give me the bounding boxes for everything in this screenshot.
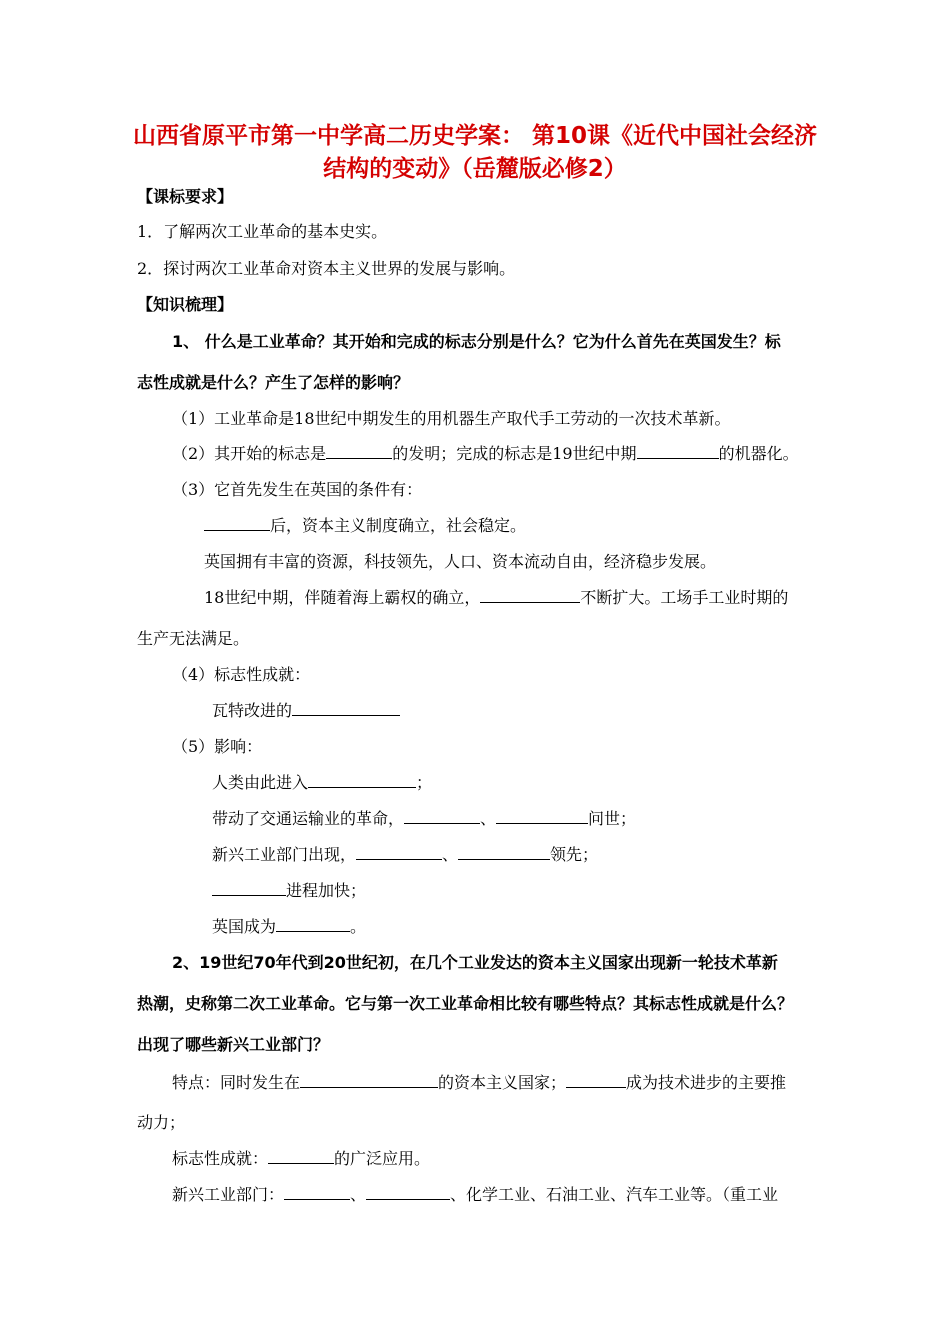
fill-blank[interactable] xyxy=(458,844,550,860)
fill-blank[interactable] xyxy=(404,808,480,824)
q1-point-5b xyxy=(212,806,636,829)
q1-point-3c-continued: 生产无法满足。 xyxy=(137,629,250,648)
requirement-1: 1．了解两次工业革命的基本史实。 xyxy=(137,222,388,241)
question-1-line2: 志性成就是什么？产生了怎样的影响？ xyxy=(137,373,410,392)
q1-point-5a-text: 人类由此进入 xyxy=(212,773,309,792)
fill-blank[interactable] xyxy=(566,1072,626,1088)
q1-point-5a-end: ； xyxy=(416,773,433,792)
q1-point-2-text-b: 的发明；完成的标志是19世纪中期 xyxy=(392,444,637,463)
q1-point-5c xyxy=(212,842,598,865)
q1-point-3: （3）它首先发生在英国的条件有： xyxy=(172,480,423,499)
q1-point-1: （1）工业革命是18世纪中期发生的用机器生产取代手工劳动的一次技术革新。 xyxy=(172,409,731,428)
fill-blank[interactable] xyxy=(366,1184,450,1200)
q1-point-4: （4）标志性成就： xyxy=(172,665,311,684)
fill-blank[interactable] xyxy=(204,515,270,531)
q1-point-3a-text: 后，资本主义制度确立，社会稳定。 xyxy=(270,516,527,535)
q1-point-2-text-c: 的机器化。 xyxy=(718,444,799,463)
fill-blank[interactable] xyxy=(292,700,400,716)
fill-blank[interactable] xyxy=(300,1072,438,1088)
document-title-line2: 结构的变动》（岳麓版必修2） xyxy=(323,156,627,182)
fill-blank[interactable] xyxy=(637,443,719,459)
fill-blank[interactable] xyxy=(276,916,350,932)
q1-point-5a xyxy=(212,770,432,793)
q1-point-5c-end: 领先； xyxy=(550,845,599,864)
knowledge-heading: 【知识梳理】 xyxy=(137,295,234,314)
fill-blank[interactable] xyxy=(496,808,588,824)
q1-point-4a xyxy=(212,698,400,721)
q2-new-industries-text-b: 、化学工业、石油工业、汽车工业等。（重工业 xyxy=(450,1185,779,1204)
question-2-line3: 出现了哪些新兴工业部门？ xyxy=(137,1035,330,1054)
q1-point-3b: 英国拥有丰富的资源，科技领先，人口、资本流动自由，经济稳步发展。 xyxy=(204,552,717,571)
q1-point-4a-text: 瓦特改进的 xyxy=(212,701,293,720)
requirement-2: 2．探讨两次工业革命对资本主义世界的发展与影响。 xyxy=(137,259,516,278)
fill-blank[interactable] xyxy=(308,772,416,788)
fill-blank[interactable] xyxy=(326,443,392,459)
requirements-heading: 【课标要求】 xyxy=(137,187,234,206)
question-1-line1: 1、 什么是工业革命？其开始和完成的标志分别是什么？它为什么首先在英国发生？标 xyxy=(172,332,781,351)
q1-point-5c-text: 新兴工业部门出现， xyxy=(212,845,357,864)
q2-new-industries xyxy=(172,1182,778,1205)
q1-point-5e xyxy=(212,914,366,937)
q1-point-3c xyxy=(204,585,788,608)
q2-features-text-a: 特点：同时发生在 xyxy=(172,1073,301,1092)
q1-point-5b-text: 带动了交通运输业的革命， xyxy=(212,809,405,828)
fill-blank[interactable] xyxy=(356,844,442,860)
q2-achievement-text-b: 的广泛应用。 xyxy=(334,1149,431,1168)
q1-point-5e-text: 英国成为 xyxy=(212,917,277,936)
q1-point-3c-text-b: 不断扩大。工场手工业时期的 xyxy=(580,588,789,607)
q2-achievement xyxy=(172,1146,430,1169)
q1-point-5: （5）影响： xyxy=(172,737,263,756)
fill-blank[interactable] xyxy=(212,880,286,896)
q1-point-5b-sep: 、 xyxy=(480,809,497,828)
q2-new-industries-text-a: 新兴工业部门： xyxy=(172,1185,285,1204)
fill-blank[interactable] xyxy=(480,587,580,603)
q2-features-text-b: 的资本主义国家； xyxy=(438,1073,567,1092)
fill-blank[interactable] xyxy=(284,1184,350,1200)
q1-point-3c-text-a: 18世纪中期，伴随着海上霸权的确立， xyxy=(204,588,481,607)
q2-achievement-text-a: 标志性成就： xyxy=(172,1149,269,1168)
document-title-line1: 山西省原平市第一中学高二历史学案： 第10课《近代中国社会经济 xyxy=(132,123,817,149)
q2-features xyxy=(172,1070,786,1093)
q1-point-5b-end: 问世； xyxy=(588,809,637,828)
question-2-line1: 2、19世纪70年代到20世纪初，在几个工业发达的资本主义国家出现新一轮技术革新 xyxy=(172,953,778,972)
q1-point-5d xyxy=(212,878,366,901)
q2-features-continued: 动力； xyxy=(137,1113,186,1132)
q1-point-5e-end: 。 xyxy=(350,917,367,936)
q1-point-5c-sep: 、 xyxy=(442,845,459,864)
fill-blank[interactable] xyxy=(268,1148,334,1164)
q1-point-2 xyxy=(172,441,799,464)
q1-point-5d-text: 进程加快； xyxy=(286,881,367,900)
q1-point-2-text-a: （2）其开始的标志是 xyxy=(172,444,327,463)
q2-new-industries-sep: 、 xyxy=(350,1185,367,1204)
question-2-line2: 热潮，史称第二次工业革命。它与第一次工业革命相比较有哪些特点？其标志性成就是什么？ xyxy=(137,994,794,1013)
q2-features-text-c: 成为技术进步的主要推 xyxy=(626,1073,787,1092)
q1-point-3a xyxy=(204,513,526,536)
